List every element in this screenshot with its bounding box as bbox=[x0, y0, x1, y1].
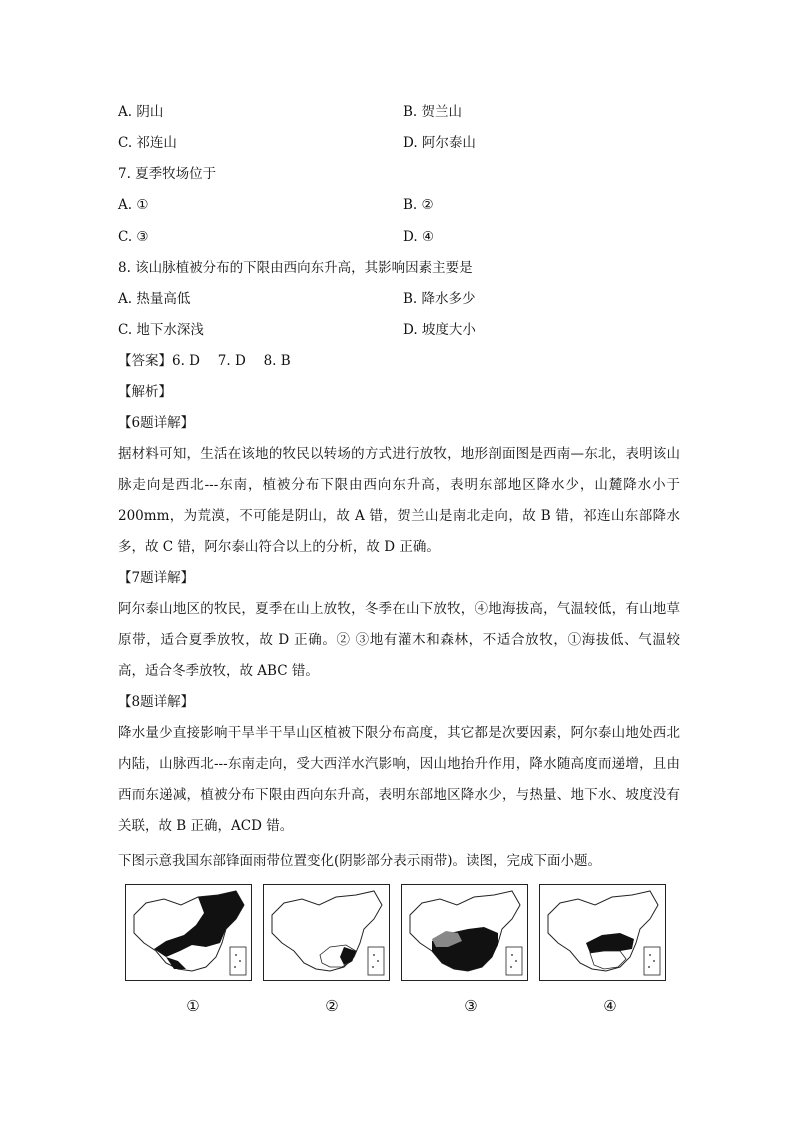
map-label-2: ② bbox=[325, 997, 339, 1015]
q6-options-row-1 bbox=[118, 102, 688, 122]
q8-option-d: D. 坡度大小 bbox=[403, 322, 476, 338]
map-2 bbox=[263, 884, 390, 981]
analysis-heading: 【解析】 bbox=[118, 384, 172, 400]
q7-option-d: D. ④ bbox=[403, 229, 435, 245]
china-map-4-icon bbox=[540, 885, 665, 980]
q6-option-c: C. 祁连山 bbox=[118, 135, 177, 151]
china-map-2-icon bbox=[264, 885, 389, 980]
q8-options-row-2 bbox=[118, 320, 688, 340]
q6-option-a: A. 阴山 bbox=[118, 104, 164, 120]
rain-belt-maps bbox=[125, 884, 665, 984]
china-map-3-icon bbox=[402, 885, 527, 980]
q8-detail-body: 降水量少直接影响干旱半干旱山区植被下限分布高度，其它都是次要因素，阿尔泰山地处西北内陆，山脉西北---东南走向，受大西洋水汽影响，因山地抬升作用，降水随高度而递增，且由西而东递减，植被分布下限由西向东升高，表明东部地区降水少，与热量、地下水、坡度没有关联，故 B 正确，ACD 错。 bbox=[118, 725, 680, 834]
q8-options-row-1 bbox=[118, 289, 688, 309]
q7-options-row-1 bbox=[118, 195, 688, 215]
map-label-4: ④ bbox=[603, 997, 617, 1015]
q7-options-row-2 bbox=[118, 227, 688, 247]
q7-option-b: B. ② bbox=[403, 197, 434, 213]
q6-detail-heading: 【6题详解】 bbox=[118, 415, 195, 431]
map-3 bbox=[401, 884, 528, 981]
figure-intro: 下图示意我国东部锋面雨带位置变化(阴影部分表示雨带)。读图，完成下面小题。 bbox=[118, 853, 602, 869]
q7-option-c: C. ③ bbox=[118, 229, 149, 245]
q8-option-a: A. 热量高低 bbox=[118, 291, 191, 307]
q8-stem: 8. 该山脉植被分布的下限由西向东升高，其影响因素主要是 bbox=[118, 260, 473, 276]
q8-option-b: B. 降水多少 bbox=[403, 291, 476, 307]
q7-stem: 7. 夏季牧场位于 bbox=[118, 166, 217, 182]
q8-detail-heading: 【8题详解】 bbox=[118, 694, 195, 710]
q7-detail-heading: 【7题详解】 bbox=[118, 570, 195, 586]
map-label-1: ① bbox=[186, 997, 200, 1015]
map-label-3: ③ bbox=[464, 997, 478, 1015]
answer-line: 【答案】6. D 7. D 8. B bbox=[118, 353, 291, 369]
q7-option-a: A. ① bbox=[118, 197, 149, 213]
q6-option-b: B. 贺兰山 bbox=[403, 104, 463, 120]
q6-option-d: D. 阿尔泰山 bbox=[403, 135, 476, 151]
map-1 bbox=[125, 884, 252, 981]
china-map-1-icon bbox=[126, 885, 251, 980]
q6-detail-body: 据材料可知，生活在该地的牧民以转场的方式进行放牧，地形剖面图是西南—东北，表明该山脉走向是西北---东南，植被分布下限由西向东升高，表明东部地区降水少，山麓降水小于 200mm，为荒漠，不可能是阴山，故 A 错，贺兰山是南北走向，故 B 错，祁连山东部降水多，故 C 错，阿尔泰山符合以上的分析，故 D 正确。 bbox=[118, 446, 680, 555]
map-4 bbox=[539, 884, 666, 981]
q7-detail-body: 阿尔泰山地区的牧民，夏季在山上放牧，冬季在山下放牧，④地海拔高，气温较低，有山地草原带，适合夏季放牧，故 D 正确。② ③地有灌木和森林，不适合放牧，①海拔低、气温较高，适合冬季放牧，故 ABC 错。 bbox=[118, 601, 680, 679]
q8-option-c: C. 地下水深浅 bbox=[118, 322, 204, 338]
q6-options-row-2 bbox=[118, 133, 688, 153]
